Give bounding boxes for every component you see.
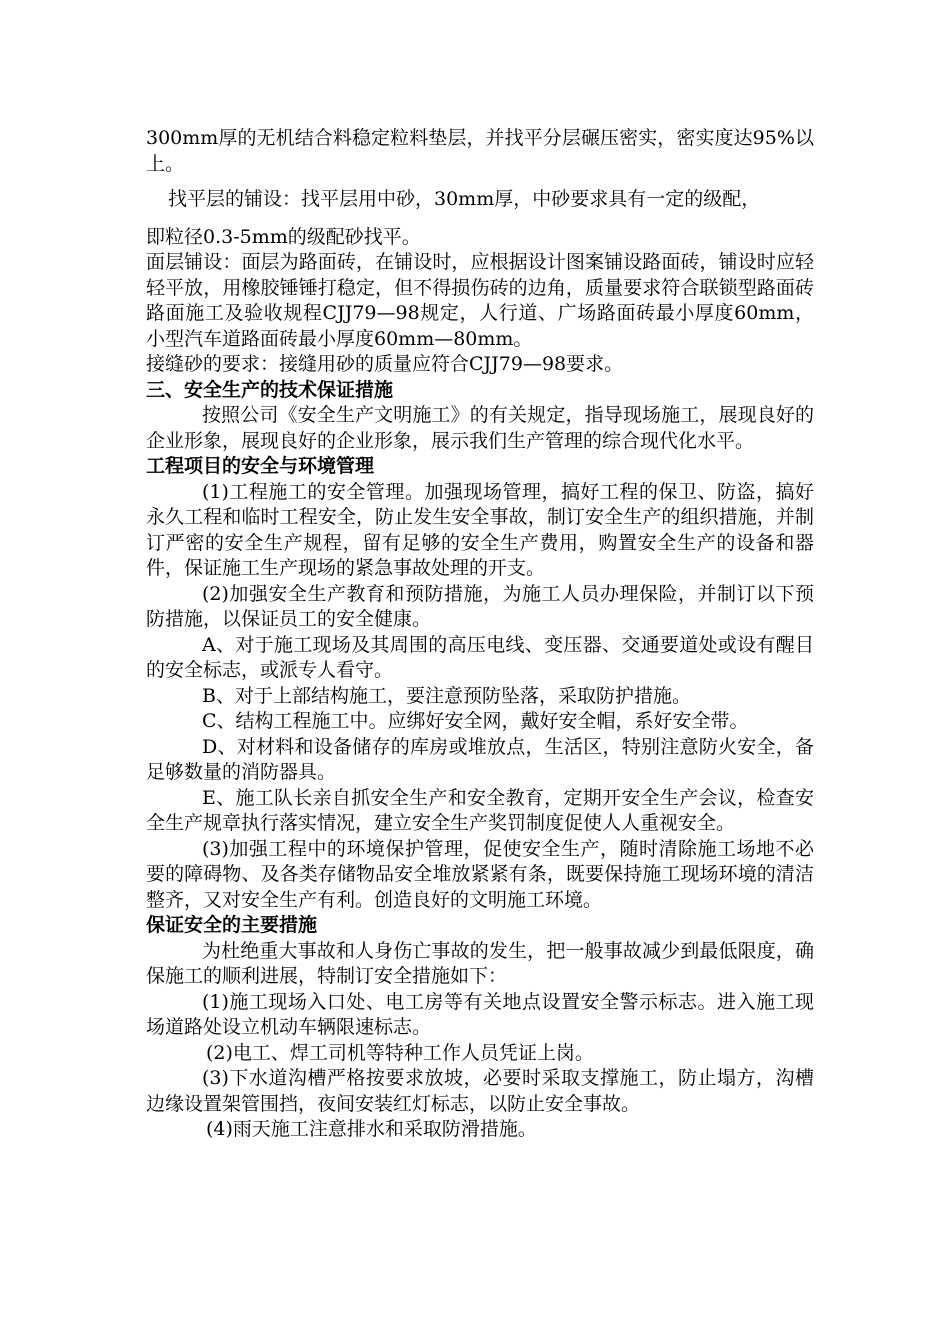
paragraph-safety-education: (2)加强安全生产教育和预防措施，为施工人员办理保险，并制订以下预防措施，以保证员工的安全健康。: [146, 582, 814, 630]
measure-item-2: (2)电工、焊工司机等特种工作人员凭证上岗。: [206, 1041, 594, 1064]
list-item-e: E、施工队长亲自抓安全生产和安全教育，定期开安全生产会议，检查安全生产规章执行落实情况，建立安全生产奖罚制度促使人人重视安全。: [146, 786, 814, 834]
document-body: [146, 126, 814, 1143]
measure-item-3: (3)下水道沟槽严格按要求放坡，必要时采取支撑施工，防止塌方，沟槽边缘设置架管围挡，夜间安装红灯标志，以防止安全事故。: [146, 1067, 814, 1115]
paragraph-sand-grading: 即粒径0.3-5mm的级配砂找平。: [146, 225, 421, 248]
paragraph-safety-management: (1)工程施工的安全管理。加强现场管理，搞好工程的保卫、防盗，搞好永久工程和临时工程安全，防止发生安全事故，制订安全生产的组织措施，并制订严密的安全生产规程，留有足够的安全生产费用，购置安全生产的设备和器件，保证施工生产现场的紧急事故处理的开支。: [146, 480, 814, 579]
measure-item-1: (1)施工现场入口处、电工房等有关地点设置安全警示标志。进入施工现场道路处设立机动车辆限速标志。: [146, 990, 814, 1038]
paragraph-measures-intro: 为杜绝重大事故和人身伤亡事故的发生，把一般事故减少到最低限度，确保施工的顺利进展，特制订安全措施如下：: [146, 939, 814, 987]
paragraph-joint-sand: 接缝砂的要求：接缝用砂的质量应符合CJJ79—98要求。: [146, 353, 624, 375]
section-heading-safety: 三、安全生产的技术保证措施: [146, 378, 394, 401]
paragraph-leveling-layer: 找平层的铺设：找平层用中砂，30mm厚，中砂要求具有一定的级配，: [168, 188, 761, 210]
list-item-a: A、对于施工现场及其周围的高压电线、变压器、交通要道处或设有醒目的安全标志，或派专人看守。: [146, 633, 814, 681]
list-item-b: B、对于上部结构施工，要注意预防坠落，采取防护措施。: [202, 684, 691, 707]
paragraph-environment: (3)加强工程中的环境保护管理，促使安全生产，随时清除施工场地不必要的障碍物、及各类存储物品安全堆放紧紧有条，既要保持施工现场环境的清洁整齐，又对安全生产有利。创造良好的文明施工环境。: [146, 837, 814, 911]
list-item-d: D、对材料和设备储存的库房或堆放点，生活区，特别注意防火安全，备足够数量的消防器具。: [146, 735, 814, 783]
paragraph-base-layer: 300mm厚的无机结合料稳定粒料垫层，并找平分层碾压密实，密实度达95%以上。: [146, 127, 814, 175]
subheading-safety-environment: 工程项目的安全与环境管理: [146, 455, 375, 477]
subheading-main-measures: 保证安全的主要措施: [146, 914, 318, 936]
measure-item-4: (4)雨天施工注意排水和采取防滑措施。: [206, 1118, 537, 1140]
paragraph-company-rules: 按照公司《安全生产文明施工》的有关规定，指导现场施工，展现良好的企业形象，展现良好的企业形象，展示我们生产管理的综合现代化水平。: [146, 404, 814, 452]
paragraph-surface-layer: 面层铺设：面层为路面砖，在铺设时，应根据设计图案铺设路面砖，铺设时应轻轻平放，用橡胶锤锤打稳定，但不得损伤砖的边角，质量要求符合联锁型路面砖路面施工及验收规程CJJ79—98规定，人行道、广场路面砖最小厚度60mm，小型汽车道路面砖最小厚度60mm—80mm。: [146, 251, 814, 350]
list-item-c: C、结构工程施工中。应绑好安全网，戴好安全帽，系好安全带。: [202, 710, 749, 732]
